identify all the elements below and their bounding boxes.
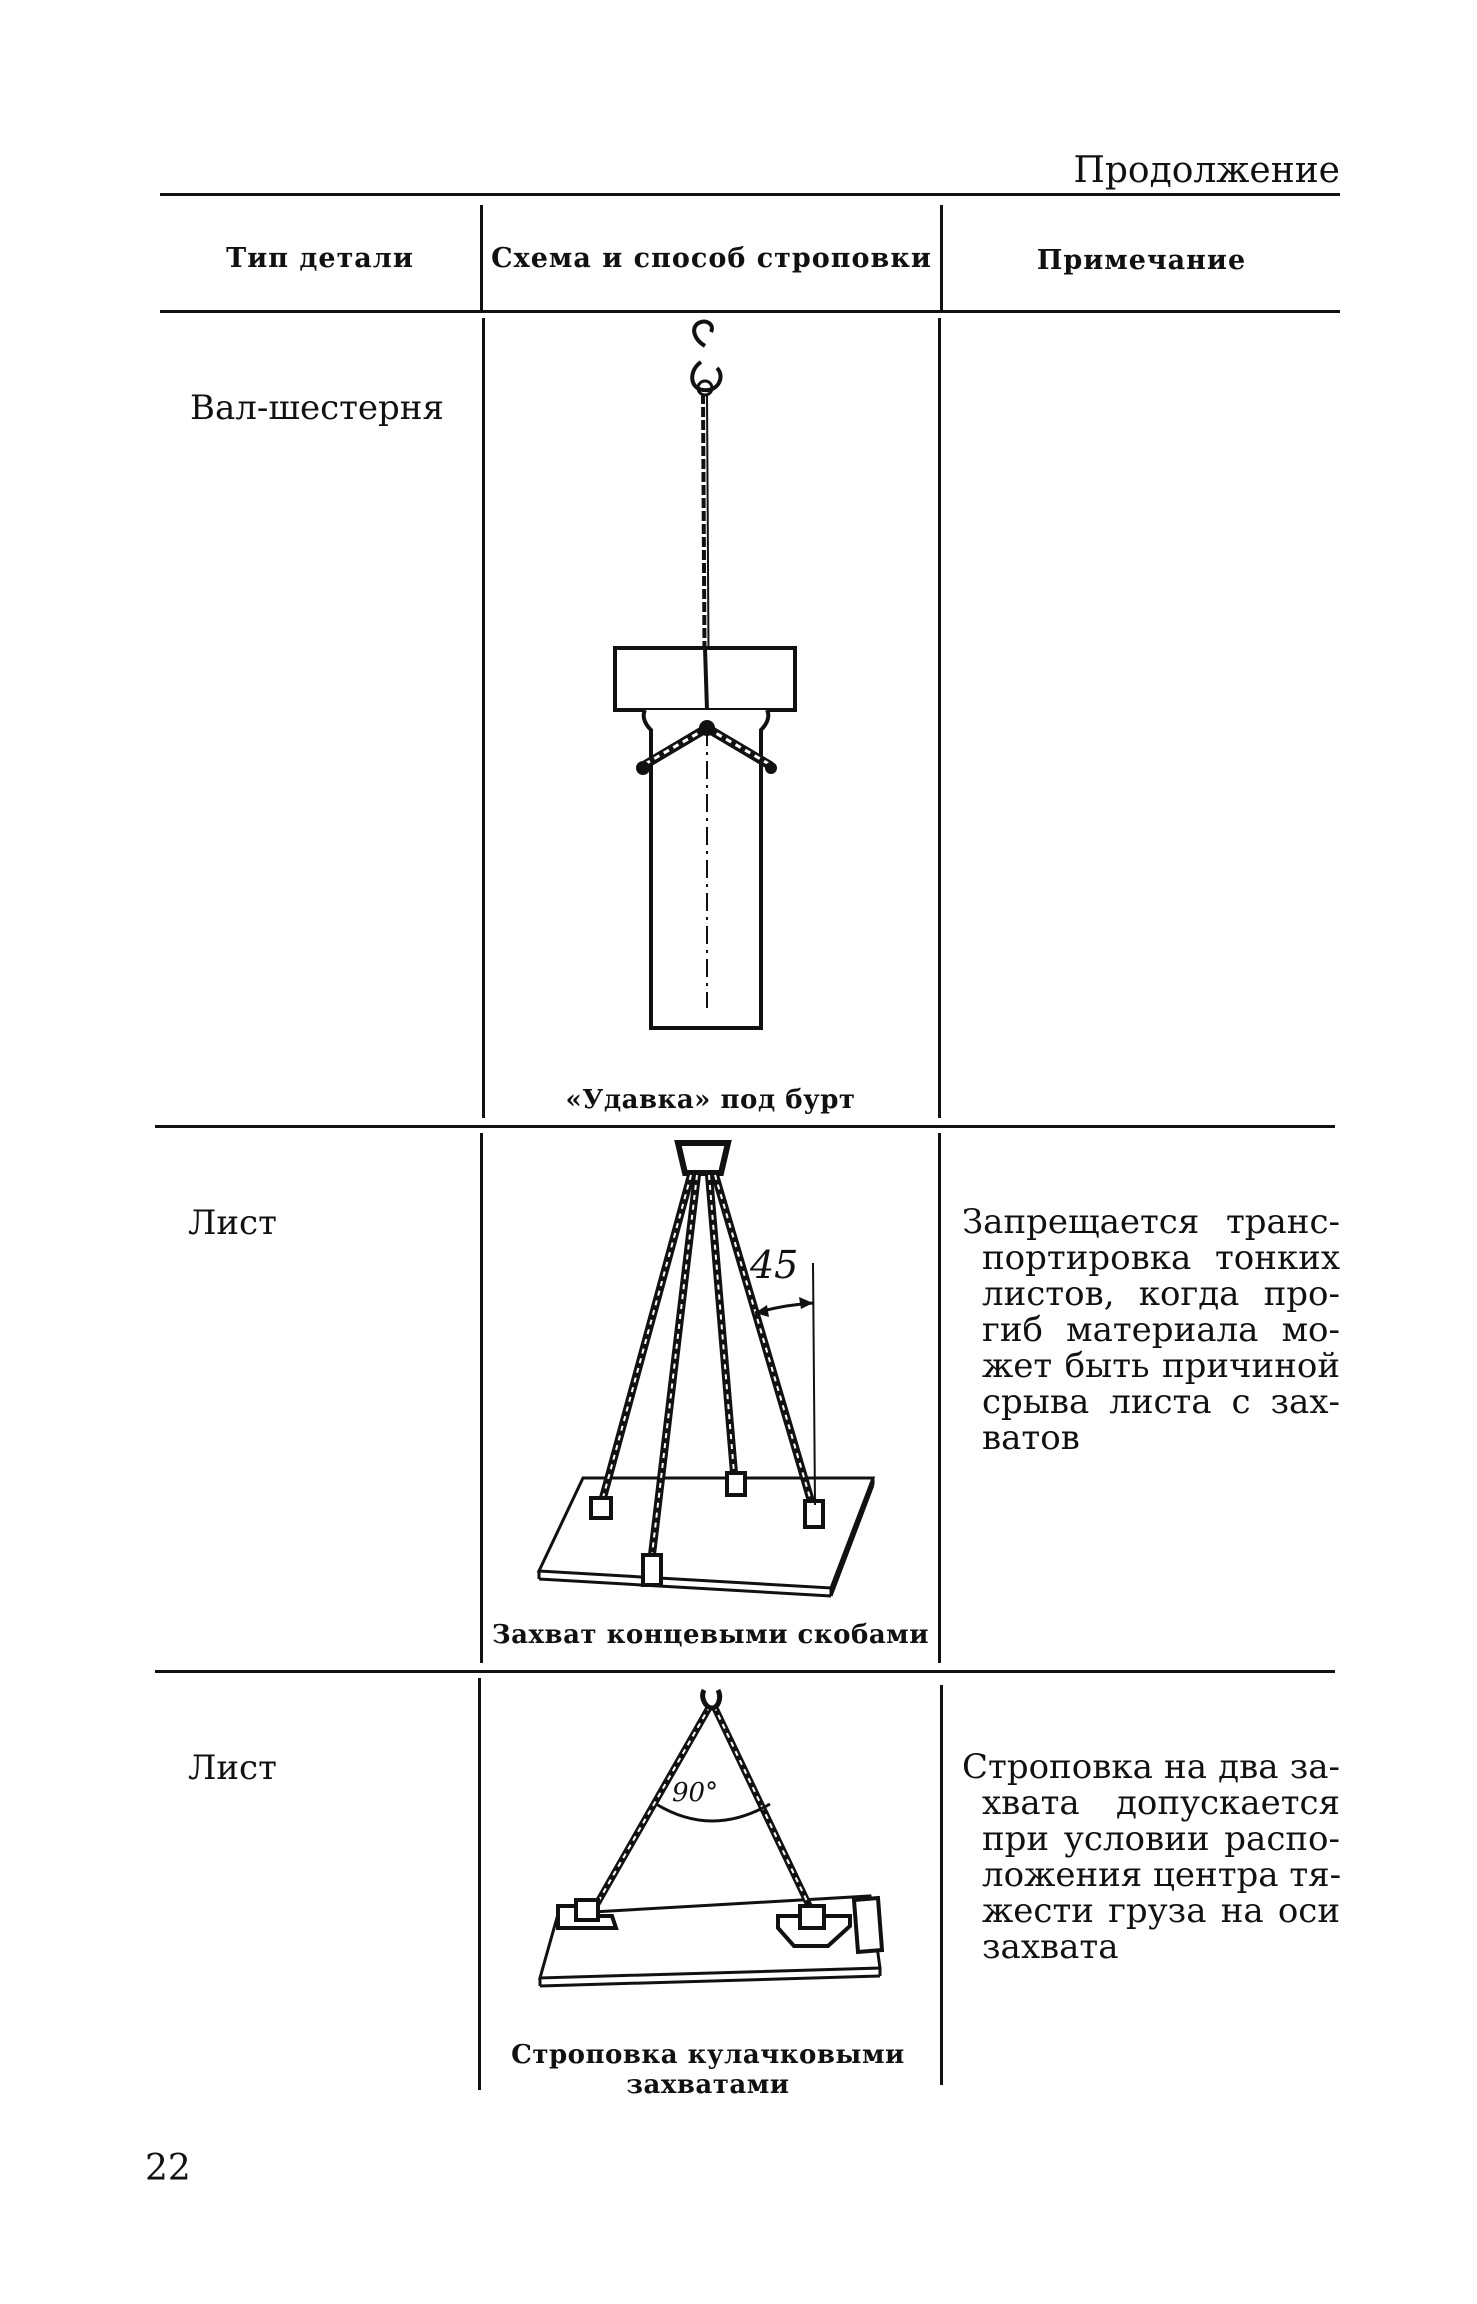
row3-caption xyxy=(478,2040,938,2100)
table-top-rule xyxy=(160,193,1340,196)
row2-note-line: листов, когда про- xyxy=(982,1274,1340,1314)
row2-part-type: Лист xyxy=(188,1203,277,1243)
continuation-label: Продолжение xyxy=(1073,150,1340,191)
row1-bottom-rule xyxy=(155,1125,1335,1128)
row3-note-line: при условии распо- xyxy=(982,1819,1340,1859)
row3-caption-line-1: Строповка кулачковыми xyxy=(511,2040,905,2070)
col-sep-2-row1 xyxy=(938,318,941,1118)
row2-note-line: жет быть причиной xyxy=(982,1346,1340,1386)
shaft-gear-sling-illustration xyxy=(483,318,938,1058)
sheet-cam-clamp-sling-illustration xyxy=(478,1678,938,2038)
header-part-type: Тип детали xyxy=(226,243,414,274)
row2-note-line: гиб материала мо- xyxy=(982,1310,1340,1350)
row2-bottom-rule xyxy=(155,1670,1335,1673)
row2-caption: Захват концевыми скобами xyxy=(491,1620,930,1650)
header-note: Примечание xyxy=(1036,245,1247,276)
row1-caption: «Удавка» под бурт xyxy=(565,1085,856,1115)
row3-note-line: Строповка на два за- xyxy=(962,1747,1340,1787)
col-sep-2-row3 xyxy=(940,1685,943,2085)
row2-note-line: ватов xyxy=(982,1418,1080,1458)
row2-note-line: Запрещается транс- xyxy=(962,1202,1340,1242)
row1-part-type: Вал-шестерня xyxy=(190,388,444,428)
row3-note-line: жести груза на оси xyxy=(982,1891,1340,1931)
col-sep-2-row2 xyxy=(938,1133,941,1663)
sheet-end-clamp-sling-illustration xyxy=(483,1133,938,1613)
row3-note xyxy=(962,1749,1340,1965)
row3-angle-label: 90° xyxy=(672,1778,719,1808)
row3-caption-line-2: захватами xyxy=(626,2070,790,2100)
header-bottom-rule xyxy=(160,310,1340,313)
row2-angle-label: 45 xyxy=(750,1243,799,1287)
row2-note-line: срыва листа с зах- xyxy=(982,1382,1340,1422)
row3-note-line: ложения центра тя- xyxy=(982,1855,1342,1895)
row2-note xyxy=(962,1204,1340,1456)
row3-part-type: Лист xyxy=(188,1748,277,1788)
header-scheme: Схема и способ строповки xyxy=(491,243,932,274)
row2-note-line: портировка тонких xyxy=(982,1238,1340,1278)
row3-note-line: захвата xyxy=(982,1927,1119,1967)
page-number: 22 xyxy=(145,2148,191,2189)
row3-note-line: хвата допускается xyxy=(982,1783,1340,1823)
